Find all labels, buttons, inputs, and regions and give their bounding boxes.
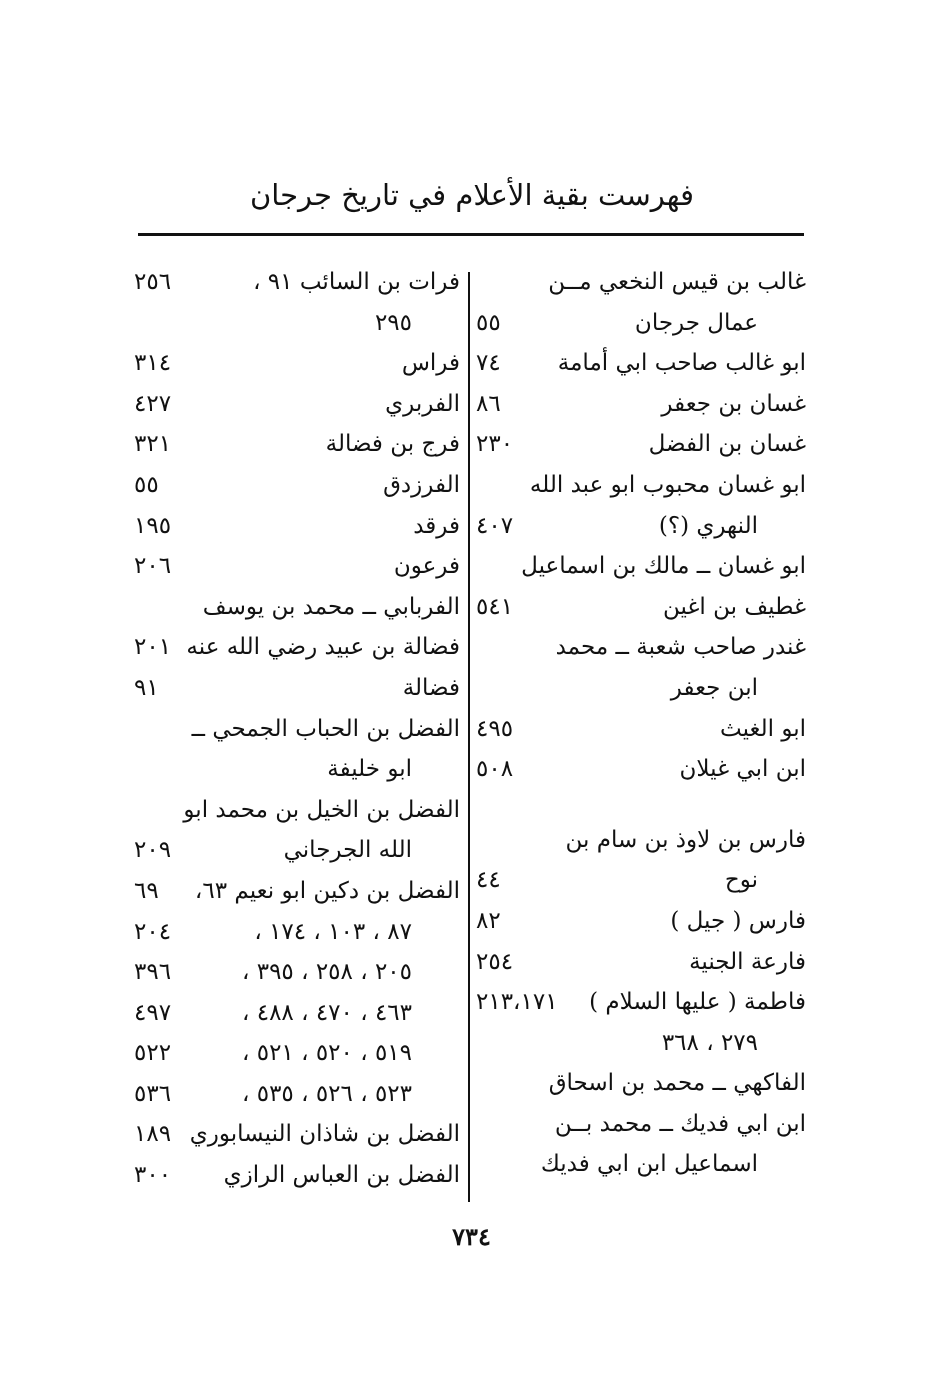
index-entry — [134, 871, 460, 912]
entry-name: ابو غسان ــ مالك بن اسماعيل — [521, 553, 806, 580]
entry-pages: ٤٤ — [476, 867, 501, 894]
index-entry — [476, 860, 806, 901]
entry-name: غندر صاحب شعبة ــ محمد — [555, 634, 806, 661]
entry-name: ٥٢٣ ، ٥٢٦ ، ٥٣٥ ، — [241, 1080, 412, 1107]
entry-pages: ٣٠٠ — [134, 1162, 172, 1189]
index-entry — [134, 424, 460, 465]
entry-name: فضالة — [402, 674, 460, 701]
entry-name: ابو غالب صاحب ابي أمامة — [557, 350, 806, 377]
entry-pages: ٤٩٧ — [134, 999, 172, 1026]
entry-name: فارعة الجنية — [689, 948, 806, 975]
entry-name: غالب بن قيس النخعي مــن — [548, 269, 806, 295]
entry-pages: ٢٠٤ — [134, 918, 172, 945]
page-number: ٧٣٤ — [452, 1222, 491, 1251]
entry-name: الفضل بن دكين ابو نعيم ٦٣، — [194, 877, 460, 904]
entry-name: ابن ابي فديك ــ محمد بــن — [554, 1110, 806, 1137]
index-entry — [476, 303, 806, 344]
index-entry — [476, 384, 806, 425]
index-entry — [134, 587, 460, 628]
index-entry — [476, 820, 806, 861]
entry-name: الفضل بن شاذان النيسابوري — [189, 1121, 460, 1148]
index-entry — [134, 627, 460, 668]
entry-pages: ٥٥ — [134, 471, 159, 498]
entry-name: الفضل بن العباس الرازي — [223, 1162, 460, 1189]
entry-pages: ٧٤ — [476, 350, 501, 377]
entry-pages: ٢٣٠ — [476, 431, 514, 458]
index-entry — [134, 506, 460, 547]
entry-name: ٨٧ ، ١٠٣ ، ١٧٤ ، — [254, 918, 412, 945]
entry-pages: ٢٠١ — [134, 634, 172, 661]
entry-name: ابو غسان محبوب ابو عبد الله — [529, 471, 806, 498]
index-entry — [134, 303, 460, 344]
entry-pages: ٢٥٦ — [134, 269, 172, 295]
entry-name: فرات بن السائب ٩١ ، — [253, 269, 460, 295]
index-entry — [134, 993, 460, 1034]
entry-pages: ١٨٩ — [134, 1121, 172, 1148]
index-entry — [134, 1074, 460, 1115]
index-entry — [476, 1023, 806, 1064]
entry-name: فرقد — [413, 512, 460, 539]
entry-name: نوح — [724, 867, 758, 894]
entry-name: فاطمة ( عليها السلام ) — [589, 989, 806, 1016]
entry-pages: ٣١٤ — [134, 350, 172, 377]
entry-name: ابو خليفة — [327, 756, 412, 783]
entry-pages: ٥٢٢ — [134, 1040, 172, 1067]
index-entry — [476, 262, 806, 303]
entry-name: فرعون — [393, 553, 460, 580]
title-rule — [138, 233, 804, 236]
index-entry — [134, 668, 460, 709]
entry-name: ٢٧٩ ، ٣٦٨ — [661, 1029, 758, 1056]
index-entry — [134, 749, 460, 790]
index-entry — [134, 912, 460, 953]
index-entry — [476, 506, 806, 547]
entry-name: الفاكهي ــ محمد بن اسحاق — [548, 1070, 806, 1097]
entry-pages: ٥٠٨ — [476, 756, 514, 783]
entry-pages: ٩١ — [134, 674, 159, 701]
entry-pages: ٢١٣،١٧١ — [476, 989, 558, 1016]
index-entry — [134, 709, 460, 750]
entry-name: النهري (؟) — [658, 512, 758, 539]
column-divider — [468, 272, 470, 1202]
entry-name: غسان بن الفضل — [648, 431, 806, 458]
entry-name: الفرزدق — [383, 471, 460, 498]
entry-name: عمال جرجان — [634, 309, 758, 336]
entry-pages: ٢٠٩ — [134, 837, 172, 864]
entry-pages: ٦٩ — [134, 877, 159, 904]
index-entry — [476, 982, 806, 1023]
entry-pages: ٤٠٧ — [476, 512, 514, 539]
page-title: فهرست بقية الأعلام في تاريخ جرجان — [249, 178, 695, 212]
index-entry — [476, 942, 806, 983]
index-entry — [476, 668, 806, 709]
index-entry — [476, 709, 806, 750]
entry-name: فضالة بن عبيد رضي الله عنه — [186, 634, 460, 661]
index-entry — [134, 830, 460, 871]
entry-pages: ٥٥ — [476, 309, 501, 336]
entry-name: الله الجرجاني — [283, 837, 412, 864]
entry-name: غسان بن جعفر — [661, 390, 806, 417]
index-entry — [476, 901, 806, 942]
entry-name: ٢٩٥ — [374, 309, 412, 336]
index-entry — [476, 1063, 806, 1104]
entry-name: الفضل بن الخيل بن محمد ابو — [183, 796, 460, 823]
entry-pages: ١٩٥ — [134, 512, 172, 539]
index-entry — [476, 790, 806, 820]
entry-name: ٤٦٣ ، ٤٧٠ ، ٤٨٨ ، — [241, 999, 412, 1026]
entry-pages: ٣٩٦ — [134, 959, 172, 986]
index-entry — [134, 1033, 460, 1074]
index-entry — [476, 1144, 806, 1185]
index-entry — [476, 587, 806, 628]
entry-name: الفربري — [385, 390, 460, 417]
index-entry — [134, 790, 460, 831]
entry-name: ابن ابي غيلان — [679, 756, 806, 783]
index-column-left — [134, 262, 460, 1202]
entry-pages: ٤٢٧ — [134, 390, 172, 417]
index-entry — [134, 546, 460, 587]
index-entry — [134, 952, 460, 993]
entry-name: فارس ( جيل ) — [670, 907, 806, 934]
entry-name: فرج بن فضالة — [325, 431, 460, 458]
index-entry — [134, 465, 460, 506]
index-entry — [476, 424, 806, 465]
index-entry — [476, 343, 806, 384]
entry-name: غطيف بن اغين — [662, 593, 806, 620]
entry-pages: ٢٥٤ — [476, 948, 514, 975]
entry-name: الفربابي ــ محمد بن يوسف — [202, 593, 460, 620]
index-entry — [476, 1104, 806, 1145]
entry-pages: ٣٢١ — [134, 431, 172, 458]
entry-pages: ٢٠٦ — [134, 553, 172, 580]
entry-name: فراس — [401, 350, 460, 377]
index-entry — [476, 546, 806, 587]
index-entry — [476, 465, 806, 506]
index-entry — [134, 343, 460, 384]
index-entry — [134, 1114, 460, 1155]
entry-name: ابو الغيث — [719, 715, 806, 742]
index-entry — [476, 627, 806, 668]
index-entry — [134, 384, 460, 425]
index-entry — [476, 749, 806, 790]
entry-name: ٥١٩ ، ٥٢٠ ، ٥٢١ ، — [241, 1040, 412, 1067]
entry-pages: ٥٣٦ — [134, 1080, 172, 1107]
entry-name: ابن جعفر — [670, 674, 758, 701]
entry-pages: ٨٢ — [476, 907, 501, 934]
entry-pages: ٨٦ — [476, 390, 501, 417]
entry-pages: ٥٤١ — [476, 593, 514, 620]
entry-pages: ٤٩٥ — [476, 715, 514, 742]
index-column-right — [476, 262, 806, 1202]
entry-name: اسماعيل ابن ابي فديك — [540, 1151, 758, 1178]
entry-name: فارس بن لاوذ بن سام بن — [565, 826, 806, 853]
entry-name: ٢٠٥ ، ٢٥٨ ، ٣٩٥ ، — [241, 959, 412, 986]
index-entry — [134, 262, 460, 303]
entry-name: الفضل بن الحباب الجمحي ــ — [191, 715, 460, 742]
index-entry — [134, 1155, 460, 1196]
